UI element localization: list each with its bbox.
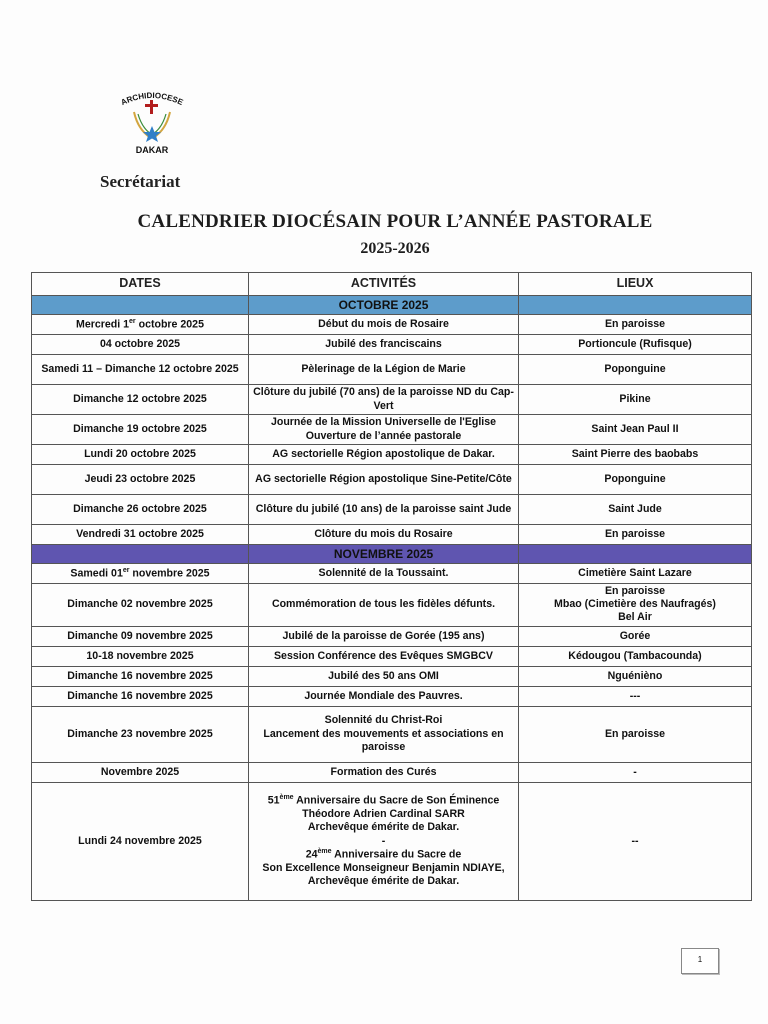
row-activity-line: - (381, 834, 386, 847)
row-place: Poponguine (519, 355, 752, 385)
month-label: OCTOBRE 2025 (249, 296, 519, 315)
row-date: Samedi 11 – Dimanche 12 octobre 2025 (32, 355, 249, 385)
row-date: Lundi 24 novembre 2025 (32, 782, 249, 900)
row-activity-line: Solennité du Christ-Roi (324, 714, 443, 727)
row-place: Nguénièno (519, 666, 752, 686)
row-place (519, 584, 752, 627)
document-title: CALENDRIER DIOCÉSAIN POUR L’ANNÉE PASTORALE (137, 211, 653, 232)
table-row (32, 762, 752, 782)
row-place: En paroisse (519, 706, 752, 762)
row-activity: Jubilé de la paroisse de Gorée (195 ans) (249, 626, 519, 646)
row-place: Saint Jude (519, 495, 752, 525)
row-place-line: Mbao (Cimetière des Naufragés) (554, 598, 716, 611)
row-date: Dimanche 26 octobre 2025 (32, 495, 249, 525)
row-activity: Commémoration de tous les fidèles défunts. (249, 584, 519, 627)
row-activity-line: 24ème Anniversaire du Sacre de (305, 847, 462, 861)
row-activity: Clôture du jubilé (70 ans) de la paroisse ND du Cap-Vert (249, 385, 519, 415)
secretariat-label: Secrétariat (100, 172, 181, 191)
table-row (32, 782, 752, 900)
row-activity: Clôture du jubilé (10 ans) de la paroisse saint Jude (249, 495, 519, 525)
month-row-november (32, 545, 752, 564)
row-activity (249, 706, 519, 762)
table-row (32, 666, 752, 686)
row-place: Saint Jean Paul II (519, 415, 752, 445)
calendar-table (31, 272, 752, 901)
table-row (32, 525, 752, 545)
row-activity-line: 51ème Anniversaire du Sacre de Son Éminence (267, 794, 500, 807)
logo-top-text: ARCHIDIOCESE (119, 90, 185, 108)
table-row (32, 626, 752, 646)
row-date: Dimanche 16 novembre 2025 (32, 666, 249, 686)
row-activity: Clôture du mois du Rosaire (249, 525, 519, 545)
table-row (32, 445, 752, 465)
row-activity: Journée Mondiale des Pauvres. (249, 686, 519, 706)
row-place-line: Bel Air (618, 611, 652, 624)
row-activity: Solennité de la Toussaint. (249, 564, 519, 584)
month-label: NOVEMBRE 2025 (249, 545, 519, 564)
row-date: Dimanche 23 novembre 2025 (32, 706, 249, 762)
row-date: 04 octobre 2025 (32, 335, 249, 355)
row-activity (249, 415, 519, 445)
row-date: Lundi 20 octobre 2025 (32, 445, 249, 465)
row-activity: Jubilé des 50 ans OMI (249, 666, 519, 686)
row-place: En paroisse (519, 525, 752, 545)
archdiocese-logo (104, 86, 200, 158)
row-place: --- (519, 686, 752, 706)
row-date: Dimanche 16 novembre 2025 (32, 686, 249, 706)
row-place: -- (519, 782, 752, 900)
table-row (32, 495, 752, 525)
table-row (32, 584, 752, 627)
header-activities: ACTIVITÉS (249, 273, 519, 296)
row-activity: Jubilé des franciscains (249, 335, 519, 355)
table-row (32, 355, 752, 385)
row-date: Vendredi 31 octobre 2025 (32, 525, 249, 545)
row-activity: AG sectorielle Région apostolique de Dakar. (249, 445, 519, 465)
table-row (32, 385, 752, 415)
row-date: Samedi 01er novembre 2025 (32, 564, 249, 584)
row-date: Mercredi 1er octobre 2025 (32, 315, 249, 335)
month-row-october (32, 296, 752, 315)
table-row (32, 686, 752, 706)
table-row (32, 315, 752, 335)
table-row (32, 646, 752, 666)
row-place: - (519, 762, 752, 782)
row-activity: AG sectorielle Région apostolique Sine-Petite/Côte (249, 465, 519, 495)
row-date: Novembre 2025 (32, 762, 249, 782)
row-place: Gorée (519, 626, 752, 646)
row-place: Kédougou (Tambacounda) (519, 646, 752, 666)
row-date: Dimanche 09 novembre 2025 (32, 626, 249, 646)
row-place: Pikine (519, 385, 752, 415)
table-header-row (32, 273, 752, 296)
row-activity-line: Ouverture de l’année pastorale (305, 429, 462, 442)
row-activity: Début du mois de Rosaire (249, 315, 519, 335)
row-place: Saint Pierre des baobabs (519, 445, 752, 465)
row-activity: Session Conférence des Evêques SMGBCV (249, 646, 519, 666)
table-row (32, 335, 752, 355)
row-place: Portioncule (Rufisque) (519, 335, 752, 355)
table-row (32, 564, 752, 584)
row-activity-line: Journée de la Mission Universelle de l'Eglise (270, 416, 497, 429)
row-date: Dimanche 02 novembre 2025 (32, 584, 249, 627)
row-activity (249, 782, 519, 900)
row-activity-line: Archevêque émérite de Dakar. (307, 874, 460, 887)
row-date: Dimanche 12 octobre 2025 (32, 385, 249, 415)
row-date: Dimanche 19 octobre 2025 (32, 415, 249, 445)
table-row (32, 465, 752, 495)
row-activity-line: Théodore Adrien Cardinal SARR (302, 808, 465, 821)
page-number: 1 (681, 948, 719, 974)
header-dates: DATES (32, 273, 249, 296)
row-activity-line: Archevêque émérite de Dakar. (307, 821, 460, 834)
row-place: En paroisse (519, 315, 752, 335)
row-date: Jeudi 23 octobre 2025 (32, 465, 249, 495)
header-places: LIEUX (519, 273, 752, 296)
row-place: Poponguine (519, 465, 752, 495)
table-row (32, 706, 752, 762)
row-activity: Formation des Curés (249, 762, 519, 782)
row-activity-line: Lancement des mouvements et associations en paroisse (263, 727, 504, 753)
logo-bottom-text: DAKAR (135, 145, 169, 155)
document-subtitle: 2025-2026 (360, 240, 430, 257)
row-activity-line: Son Excellence Monseigneur Benjamin NDIAYE, (262, 861, 505, 874)
row-place: Cimetière Saint Lazare (519, 564, 752, 584)
row-activity: Pèlerinage de la Légion de Marie (249, 355, 519, 385)
row-place-line: En paroisse (604, 585, 666, 597)
row-date: 10-18 novembre 2025 (32, 646, 249, 666)
table-row (32, 415, 752, 445)
